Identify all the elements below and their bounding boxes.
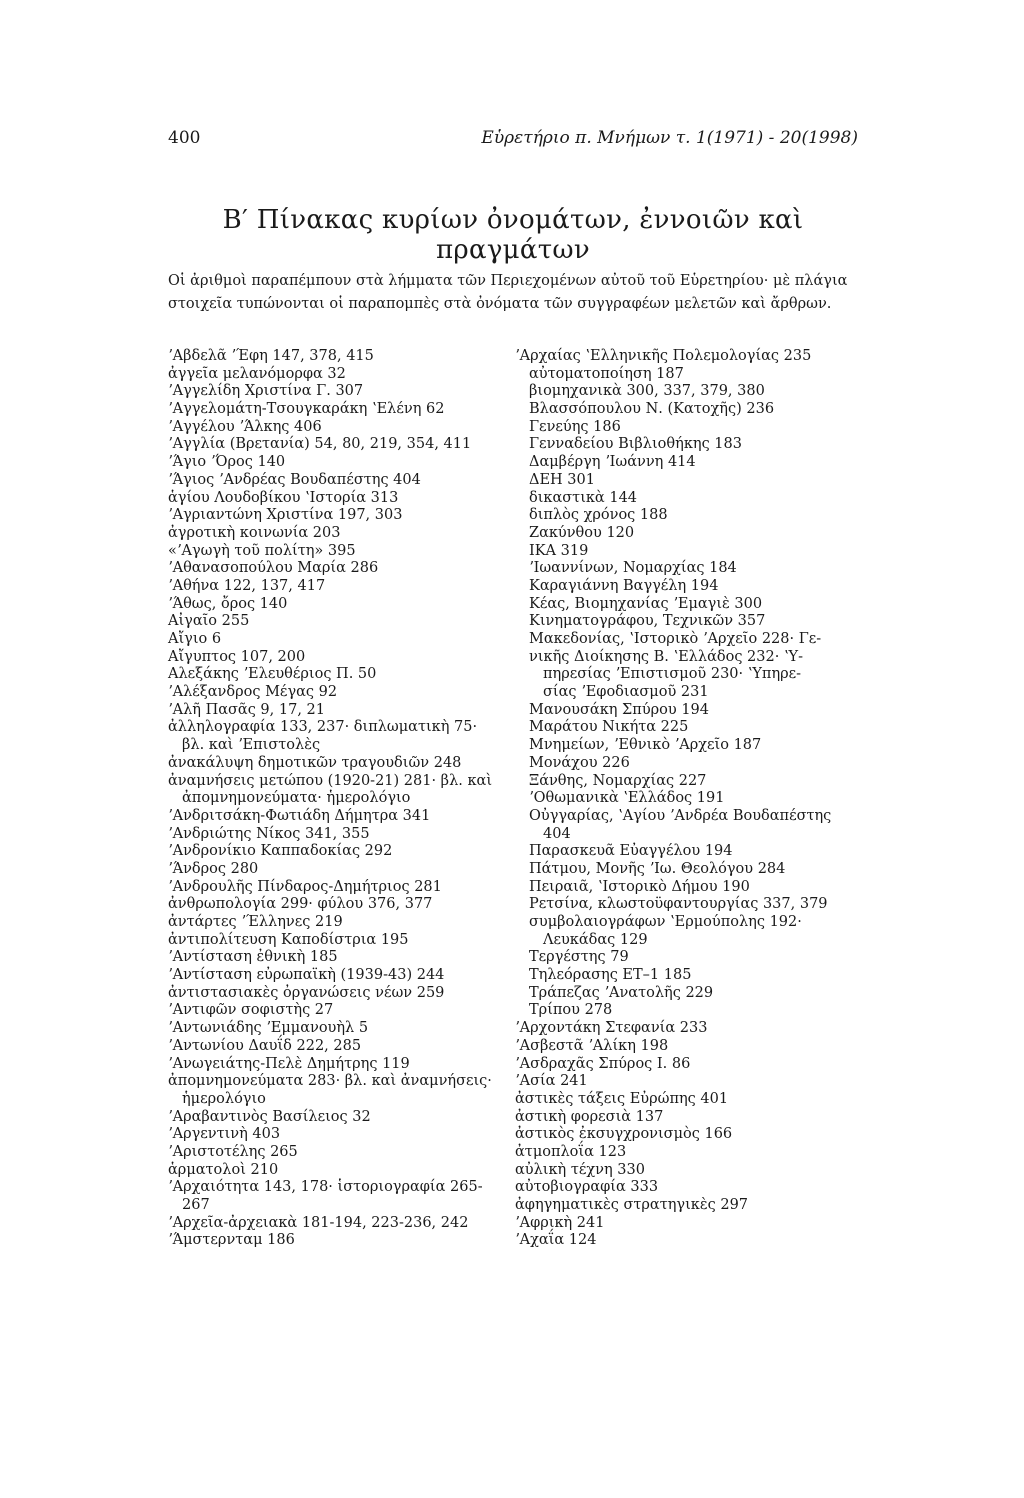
index-entry: Καραγιάννη Βαγγέλη 194 xyxy=(529,577,719,594)
index-entry: ἀναμνήσεις μετώπου (1920-21) 281· βλ. καὶ xyxy=(168,772,493,789)
index-entry: ʼΑντίσταση εὐρωπαϊκὴ (1939-43) 244 xyxy=(168,967,445,984)
index-entry: ʼΑγγελομάτη-Τσουγκαράκη ʽΕλένη 62 xyxy=(168,401,445,418)
index-entry: Πάτμου, Μονῆς ʼΙω. Θεολόγου 284 xyxy=(529,860,786,877)
index-entry: ʼΆθως, ὄρος 140 xyxy=(168,595,288,612)
index-entry: ʼΑσία 241 xyxy=(515,1073,588,1090)
index-entry: ʼΑντωνιάδης ʼΕμμανουὴλ 5 xyxy=(168,1020,369,1037)
index-entry: ʼΑρχαίας ʽΕλληνικῆς Πολεμολογίας 235 xyxy=(515,348,812,364)
index-entry: ΙΚΑ 319 xyxy=(529,542,589,559)
index-entry: ἀπομνημονεύματα 283· βλ. καὶ ἀναμνήσεις· xyxy=(168,1073,492,1090)
index-entry: ʼΑσδραχᾶς Σπύρος Ι. 86 xyxy=(515,1055,691,1072)
page-number: 400 xyxy=(168,128,201,148)
index-entry: ʼΑρχεῖα-ἀρχειακὰ 181-194, 223-236, 242 xyxy=(168,1214,469,1231)
index-entry: ʼΑρχαιότητα 143, 178· ἱστοριογραφία 265- xyxy=(168,1179,483,1196)
index-entry: Ξάνθης, Νομαρχίας 227 xyxy=(529,772,707,789)
index-entry: ἀγροτικὴ κοινωνία 203 xyxy=(168,524,341,541)
index-entry: ʼΑνδρουλῆς Πίνδαρος-Δημήτριος 281 xyxy=(168,878,442,895)
index-entry: Γενεύης 186 xyxy=(529,418,621,435)
index-column-left xyxy=(168,348,498,1250)
index-entry: ʼΑγγλία (Βρετανία) 54, 80, 219, 354, 411 xyxy=(168,436,472,453)
index-entry: ἀστικὸς ἐκσυγχρονισμὸς 166 xyxy=(515,1126,733,1143)
index-entry: Βλασσόπουλου Ν. (Κατοχῆς) 236 xyxy=(529,401,775,418)
index-entry: ʼΑλῆ Πασᾶς 9, 17, 21 xyxy=(168,701,325,718)
index-entry: Πειραιᾶ, ʽΙστορικὸ Δήμου 190 xyxy=(529,878,750,895)
index-entry: Τηλεόρασης ΕΤ–1 185 xyxy=(529,967,692,984)
index-entry: ʼΑργεντινὴ 403 xyxy=(168,1126,281,1143)
page-header xyxy=(168,128,858,152)
index-entry: Αἴγυπτος 107, 200 xyxy=(168,648,306,665)
index-entry: «ʼΑγωγὴ τοῦ πολίτη» 395 xyxy=(168,542,356,559)
index-entry: αὐλικὴ τέχνη 330 xyxy=(515,1161,645,1178)
index-entry: ἁρματολοὶ 210 xyxy=(168,1161,279,1178)
index-entry: 404 xyxy=(543,825,571,842)
index-entry: Κινηματογράφου, Τεχνικῶν 357 xyxy=(529,613,766,630)
index-entry: Μακεδονίας, ʽΙστορικὸ ʼΑρχεῖο 228· Γε- xyxy=(529,631,822,647)
index-entry: ἀστικὴ φορεσιὰ 137 xyxy=(515,1108,664,1125)
index-entry: ʼΑντωνίου Δαυΐδ 222, 285 xyxy=(168,1037,362,1054)
index-entry: ἀντάρτες ʼΈλληνες 219 xyxy=(168,914,343,930)
index-entry: ʼΟθωμανικὰ ʽΕλλάδος 191 xyxy=(529,790,725,807)
index-entry: ἡμερολόγιο xyxy=(182,1090,266,1107)
index-entry: ʼΑφρικὴ 241 xyxy=(515,1214,605,1231)
index-entry: ʼΑνδριτσάκη-Φωτιάδη Δήμητρα 341 xyxy=(168,807,431,824)
index-entry: ʼΑθήνα 122, 137, 417 xyxy=(168,577,326,594)
index-entry: ἁγίου Λουδοβίκου ʽΙστορία 313 xyxy=(168,489,399,506)
index-entry: ἀπομνημονεύματα· ἡμερολόγιο xyxy=(182,790,411,807)
index-entry: ʼΑλέξανδρος Μέγας 92 xyxy=(168,684,338,701)
index-entry: συμβολαιογράφων ʽΕρμούπολης 192· xyxy=(529,914,802,930)
index-entry: ἀνακάλυψη δημοτικῶν τραγουδιῶν 248 xyxy=(168,754,462,771)
index-entry: ʼΑριστοτέλης 265 xyxy=(168,1143,298,1160)
index-entry: ἀντιστασιακὲς ὀργανώσεις νέων 259 xyxy=(168,984,445,1001)
index-entry: Γενναδείου Βιβλιοθήκης 183 xyxy=(529,436,742,453)
index-entry: Ρετσίνα, κλωστοϋφαντουργίας 337, 379 xyxy=(529,896,828,913)
intro-paragraph xyxy=(168,270,858,316)
index-entry: αὐτοματοποίηση 187 xyxy=(529,365,684,382)
index-entry: Λευκάδας 129 xyxy=(543,931,648,948)
index-entry: ʼΑραβαντινὸς Βασίλειος 32 xyxy=(168,1108,371,1125)
index-entry: ʼΑνωγειάτης-Πελὲ Δημήτρης 119 xyxy=(168,1055,410,1072)
index-entry: Τεργέστης 79 xyxy=(529,949,629,966)
index-entry: Μανουσάκη Σπύρου 194 xyxy=(529,701,709,718)
index-entry: Παρασκευᾶ Εὐαγγέλου 194 xyxy=(529,843,733,860)
index-entry: ʼΑντίσταση ἐθνικὴ 185 xyxy=(168,949,338,966)
index-entry: νικῆς Διοίκησης Β. ʽΕλλάδος 232· ʽΥ- xyxy=(529,648,804,665)
index-entry: ʼΆνδρος 280 xyxy=(168,860,259,877)
index-entry: Τράπεζας ʼΑνατολῆς 229 xyxy=(529,984,714,1001)
index-entry: ʼΑσβεστᾶ ʼΑλίκη 198 xyxy=(515,1037,669,1054)
index-entry: ʼΑνδρονίκιο Καππαδοκίας 292 xyxy=(168,843,393,860)
index-entry: ʼΆγιος ʼΑνδρέας Βουδαπέστης 404 xyxy=(168,471,421,488)
index-entry: ʼΙωαννίνων, Νομαρχίας 184 xyxy=(529,560,737,577)
index-entry: ʼΑβδελᾶ ʼΈφη 147, 378, 415 xyxy=(168,348,374,364)
index-entry: ἀφηγηματικὲς στρατηγικὲς 297 xyxy=(515,1197,749,1213)
index-entry: Αἰγαῖο 255 xyxy=(168,613,250,630)
index-entry: ʼΆμστερνταμ 186 xyxy=(168,1232,295,1249)
index-entry: πηρεσίας ʼΕπιστισμοῦ 230· ʽΥπηρε- xyxy=(543,666,802,683)
index-entry: ʼΑγγελίδη Χριστίνα Γ. 307 xyxy=(168,383,364,400)
index-entry: Αἴγιο 6 xyxy=(168,631,222,647)
index-entry: Κέας, Βιομηχανίας ʼΕμαγιὲ 300 xyxy=(529,595,763,612)
index-entry: ʼΑχαΐα 124 xyxy=(515,1232,597,1249)
index-entry: ΔΕΗ 301 xyxy=(529,471,595,488)
intro-line: στοιχεῖα τυπώνονται οἱ παραπομπὲς στὰ ὀνόματα τῶν συγγραφέων μελετῶν καὶ ἄρθρων. xyxy=(168,296,832,312)
index-entry: Μονάχου 226 xyxy=(529,754,630,771)
index-entry: ἀστικὲς τάξεις Εὐρώπης 401 xyxy=(515,1090,729,1107)
index-entry: Μαράτου Νικήτα 225 xyxy=(529,719,689,736)
index-entry: Αλεξάκης ʼΕλευθέριος Π. 50 xyxy=(168,666,377,683)
index-entry: ʼΆγιο ʼΌρος 140 xyxy=(168,454,286,471)
index-entry: δικαστικὰ 144 xyxy=(529,489,638,506)
index-entry: ʼΑντιφῶν σοφιστὴς 27 xyxy=(168,1002,334,1019)
index-entry: ἀνθρωπολογία 299· φύλου 376, 377 xyxy=(168,896,433,913)
index-entry: σίας ʼΕφοδιασμοῦ 231 xyxy=(543,684,709,701)
index-entry: ʼΑρχοντάκη Στεφανία 233 xyxy=(515,1020,708,1037)
index-entry: Οὐγγαρίας, ʽΑγίου ʼΑνδρέα Βουδαπέστης xyxy=(529,807,832,824)
index-entry: ἀτμοπλοΐα 123 xyxy=(515,1143,627,1160)
index-entry: βιομηχανικὰ 300, 337, 379, 380 xyxy=(529,383,765,400)
index-entry: Ζακύνθου 120 xyxy=(529,524,635,541)
index-column-right xyxy=(515,348,860,1250)
index-entry: Τρίπου 278 xyxy=(529,1002,613,1019)
index-entry: αὐτοβιογραφία 333 xyxy=(515,1179,659,1196)
index-entry: ἀντιπολίτευση Καποδίστρια 195 xyxy=(168,931,409,948)
section-title: Β′ Πίνακας κυρίων ὀνομάτων, ἐννοιῶν καὶ πραγμάτων xyxy=(222,205,804,265)
index-entry: ʼΑθανασοπούλου Μαρία 286 xyxy=(168,560,379,577)
index-entry: ʼΑγγέλου ʼΆλκης 406 xyxy=(168,418,322,435)
index-entry: ʼΑγριαντώνη Χριστίνα 197, 303 xyxy=(168,507,403,524)
index-entry: ἀγγεῖα μελανόμορφα 32 xyxy=(168,365,346,382)
index-entry: Μνημείων, ʼΕθνικὸ ʼΑρχεῖο 187 xyxy=(529,737,762,754)
index-entry: διπλὸς χρόνος 188 xyxy=(529,507,668,524)
index-entry: ἀλληλογραφία 133, 237· διπλωματικὴ 75· xyxy=(168,719,478,736)
index-entry: ʼΑνδριώτης Νίκος 341, 355 xyxy=(168,825,370,842)
index-entry: βλ. καὶ ʼΕπιστολὲς xyxy=(182,737,321,754)
index-entry: 267 xyxy=(182,1197,210,1213)
intro-line: Οἱ ἀριθμοὶ παραπέμπουν στὰ λήμματα τῶν Περιεχομένων αὐτοῦ τοῦ Εὑρετηρίου· μὲ πλάγια xyxy=(168,273,848,289)
index-entry: Δαμβέργη ʼΙωάννη 414 xyxy=(529,454,696,471)
running-title: Εὑρετήριο π. Μνήμων τ. 1(1971) - 20(1998) xyxy=(481,128,858,148)
